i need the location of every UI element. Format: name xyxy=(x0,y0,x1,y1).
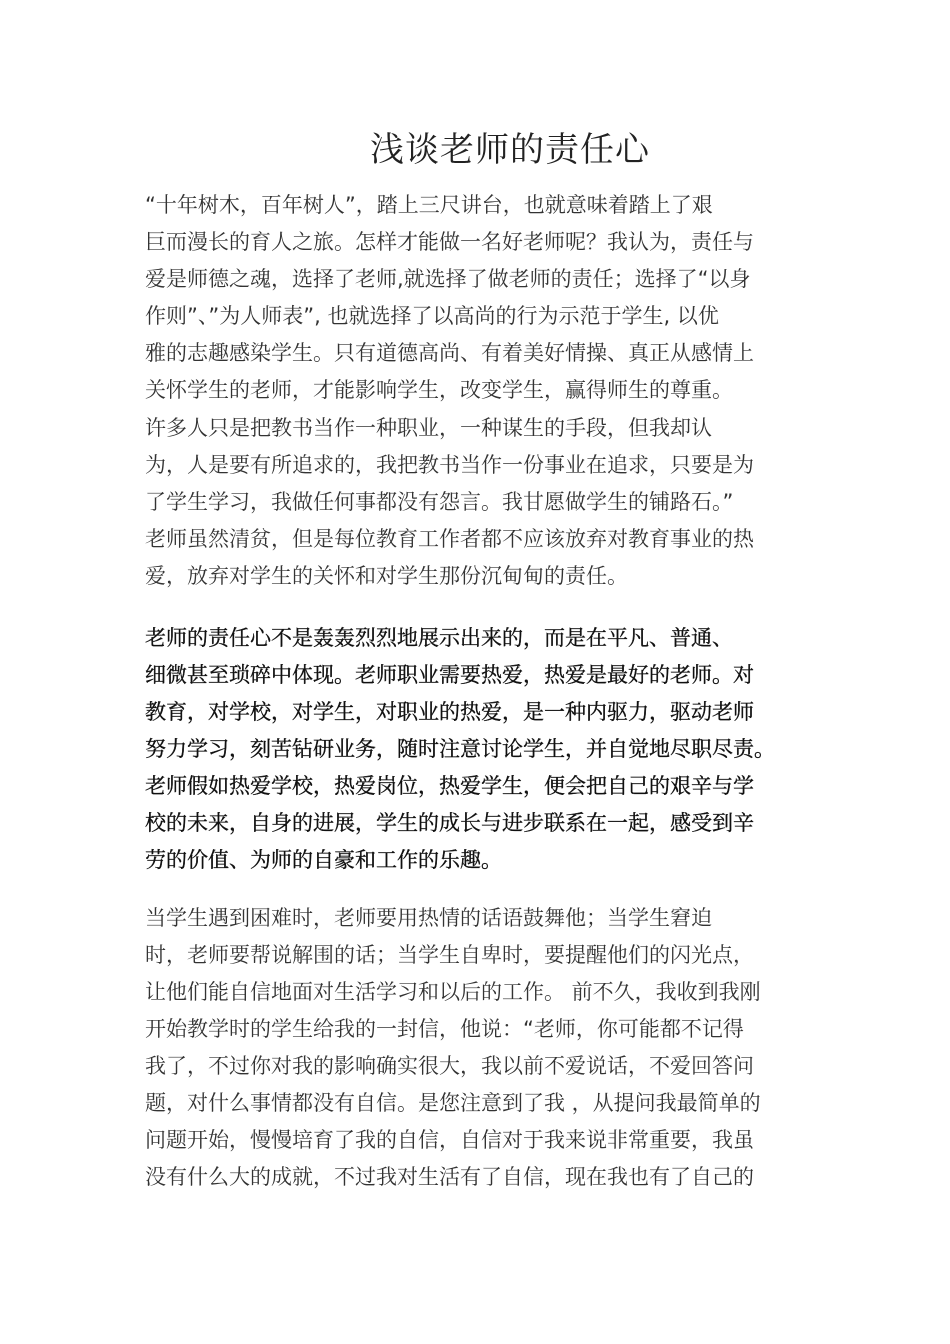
text-line: 劳的价值、为师的自豪和工作的乐趣。 xyxy=(145,848,502,872)
text-line: 教育，对学校，对学生，对职业的热爱，是一种内驱力，驱动老师 xyxy=(145,700,754,724)
text-line: 老师虽然清贫，但是每位教育工作者都不应该放弃对教育事业的热 xyxy=(145,527,754,551)
text-line: 作则”、”为人师表”, 也就选择了以高尚的行为示范于学生, 以优 xyxy=(145,304,719,328)
text-line: 题，对什么事情都没有自信。是您注意到了我 ，从提问我最简单的 xyxy=(145,1091,761,1115)
text-line: 当学生遇到困难时，老师要用热情的话语鼓舞他；当学生窘迫 xyxy=(145,906,712,930)
text-line: 老师假如热爱学校，热爱岗位，热爱学生，便会把自己的艰辛与学 xyxy=(145,774,754,798)
text-line: 爱是师德之魂，选择了老师,就选择了做老师的责任；选择了“以身 xyxy=(145,267,751,291)
document-title: 浅谈老师的责任心 xyxy=(370,130,650,170)
text-line: 雅的志趣感染学生。只有道德高尚、有着美好情操、真正从感情上 xyxy=(145,341,754,365)
text-line: 了学生学习，我做任何事都没有怨言。我甘愿做学生的铺路石。” xyxy=(145,490,734,514)
text-line: 时，老师要帮说解围的话；当学生自卑时，要提醒他们的闪光点， xyxy=(145,943,754,967)
text-line: 细微甚至琐碎中体现。老师职业需要热爱，热爱是最好的老师。对 xyxy=(145,663,754,687)
text-line: 问题开始，慢慢培育了我的自信，自信对于我来说非常重要，我虽 xyxy=(145,1128,754,1152)
text-line: 校的未来，自身的进展，学生的成长与进步联系在一起，感受到辛 xyxy=(145,811,754,835)
text-line: 我了，不过你对我的影响确实很大，我以前不爱说话，不爱回答问 xyxy=(145,1054,754,1078)
text-line: 开始教学时的学生给我的一封信，他说：“老师，你可能都不记得 xyxy=(145,1017,744,1041)
text-line: 爱，放弃对学生的关怀和对学生那份沉甸甸的责任。 xyxy=(145,564,628,588)
text-line: 巨而漫长的育人之旅。怎样才能做一名好老师呢？我认为，责任与 xyxy=(145,230,754,254)
text-line: 努力学习，刻苦钻研业务，随时注意讨论学生，并自觉地尽职尽责。 xyxy=(145,737,775,761)
text-line: 让他们能自信地面对生活学习和以后的工作。 前不久，我收到我刚 xyxy=(145,980,761,1004)
text-line: 没有什么大的成就，不过我对生活有了自信，现在我也有了自己的 xyxy=(145,1165,754,1189)
text-line: 许多人只是把教书当作一种职业，一种谋生的手段，但我却认 xyxy=(145,416,712,440)
text-line: 关怀学生的老师，才能影响学生，改变学生，赢得师生的尊重。 xyxy=(145,378,733,402)
text-line: “十年树木，百年树人”，踏上三尺讲台，也就意味着踏上了艰 xyxy=(145,193,713,217)
text-line: 老师的责任心不是轰轰烈烈地展示出来的，而是在平凡、普通、 xyxy=(145,626,733,650)
text-line: 为，人是要有所追求的，我把教书当作一份事业在追求，只要是为 xyxy=(145,453,754,477)
